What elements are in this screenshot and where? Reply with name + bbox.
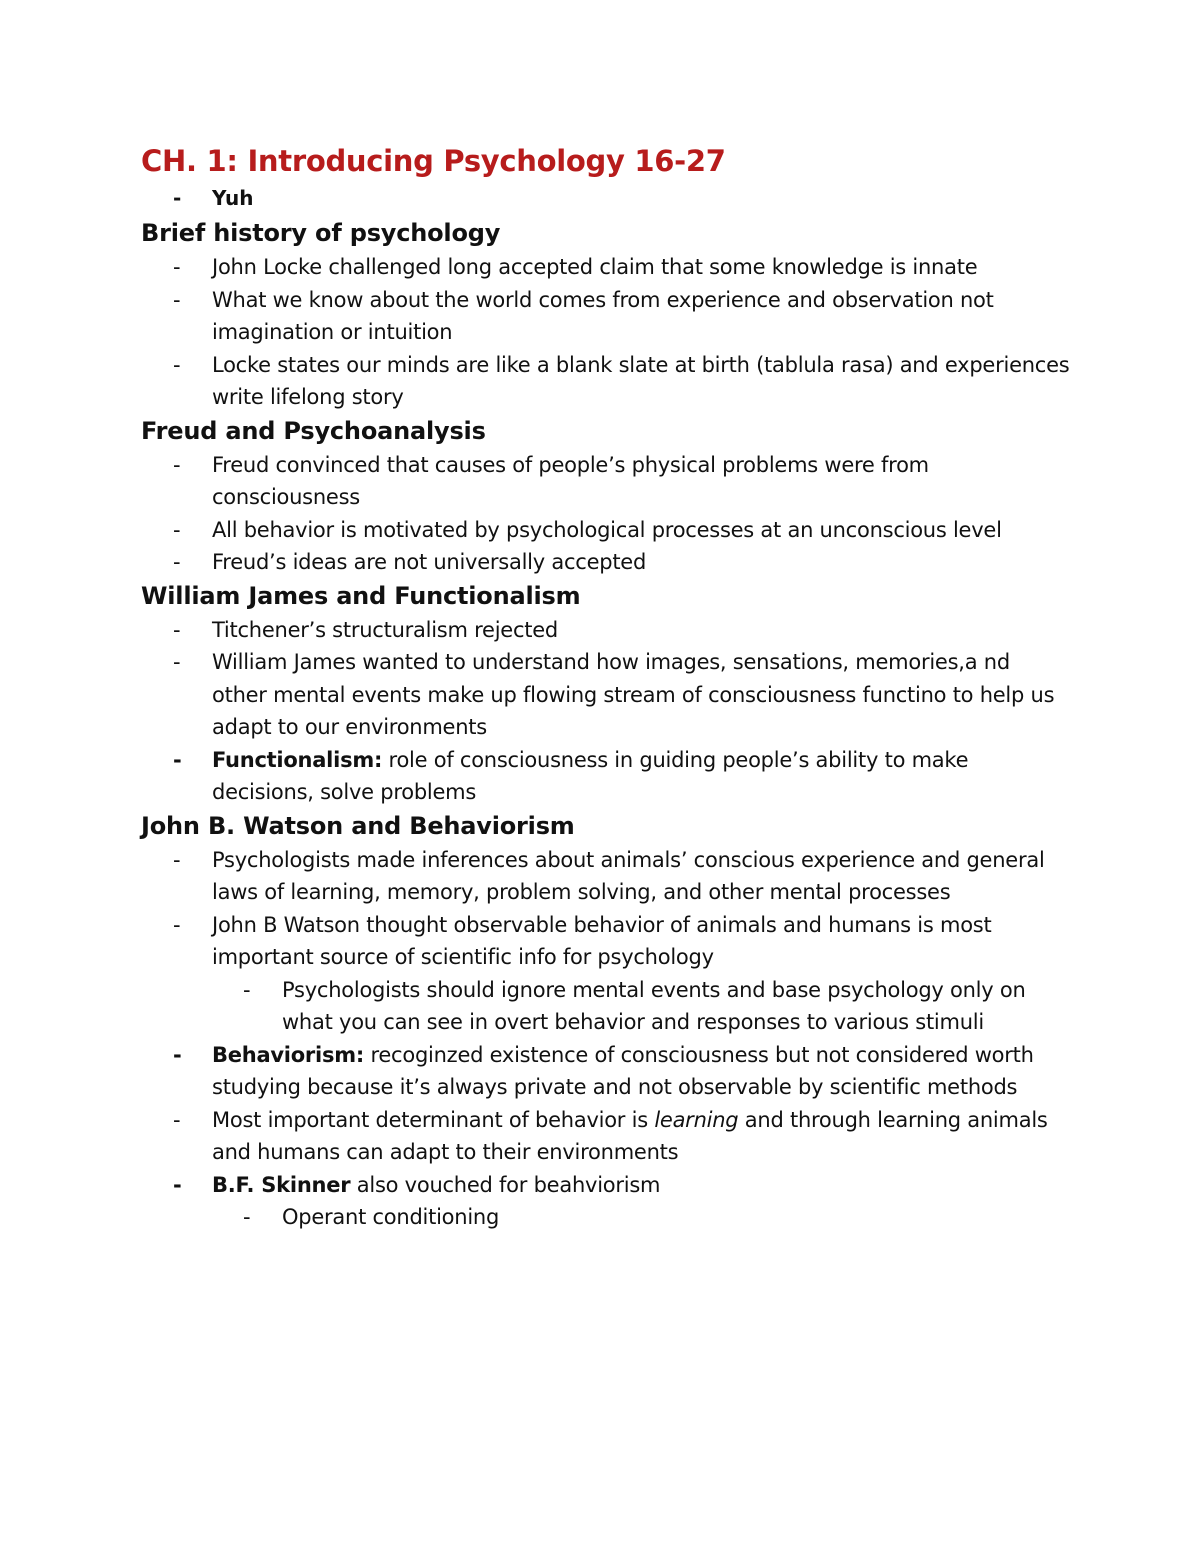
bullet-dash: -	[173, 1042, 182, 1067]
section-freud	[141, 414, 1071, 579]
list-item	[173, 909, 1071, 974]
section-watson	[141, 809, 1071, 1234]
bullet-dash: -	[173, 352, 181, 377]
list-item	[173, 614, 1071, 647]
list-item-text: Freud convinced that causes of people’s physical problems were from consciousness	[212, 452, 929, 509]
section-william-james	[141, 579, 1071, 809]
sub-list-item	[243, 974, 1071, 1039]
list-item	[173, 646, 1071, 744]
list-item-text: and through learning animals and humans can adapt to their environments	[212, 1107, 1048, 1164]
section-heading-brief-history: Brief history of psychology	[141, 219, 501, 247]
definition-text: recoginzed existence of consciousness but not considered worth studying because it’s always private and not observable by scientific methods	[212, 1042, 1034, 1099]
list-item	[173, 449, 1071, 514]
term-behaviorism: Behaviorism:	[212, 1042, 365, 1067]
list-item-text: Psychologists should ignore mental events and base psychology only on what you can see in overt behavior and responses to various stimuli	[282, 977, 1026, 1034]
list-item-text: Operant conditioning	[282, 1205, 500, 1229]
list-item-text: also vouched for beahviorism	[350, 1172, 661, 1197]
section-heading-william-james: William James and Functionalism	[141, 581, 581, 610]
list-item-text: Psychologists made inferences about animals’ conscious experience and general laws of learning, memory, problem solving, and other mental processes	[212, 847, 1045, 904]
term-bf-skinner: B.F. Skinner	[212, 1172, 351, 1197]
list-item	[173, 514, 1071, 547]
list-item	[173, 284, 1071, 349]
bullet-dash: -	[243, 1205, 251, 1229]
list-item	[173, 1104, 1071, 1169]
bullet-dash: -	[173, 550, 181, 574]
skinner-item	[173, 1169, 1071, 1202]
list-item-text: Freud’s ideas are not universally accepted	[212, 550, 647, 574]
yuh-text: Yuh	[212, 186, 254, 210]
yuh-bullet	[173, 181, 1071, 216]
bullet-dash: -	[173, 747, 182, 772]
section-heading-freud: Freud and Psychoanalysis	[141, 416, 486, 445]
watson-list	[141, 844, 1071, 1234]
bullet-dash: -	[243, 977, 251, 1002]
list-item-text: Locke states our minds are like a blank slate at birth (tablula rasa) and experiences write lifelong story	[212, 352, 1070, 409]
list-item-text: John B Watson thought observable behavior of animals and humans is most important source of scientific info for psychology	[212, 912, 992, 969]
emphasis-learning: learning	[654, 1107, 739, 1132]
william-james-list	[141, 614, 1071, 809]
list-item-text: All behavior is motivated by psychological processes at an unconscious level	[212, 517, 1002, 542]
freud-list	[141, 449, 1071, 579]
list-item	[173, 546, 1071, 579]
list-item-text: Titchener’s structuralism rejected	[212, 617, 559, 642]
bullet-dash: -	[173, 517, 181, 542]
page-title: CH. 1: Introducing Psychology 16-27	[141, 144, 726, 178]
bullet-dash: -	[173, 287, 181, 312]
section-brief-history	[141, 216, 1071, 414]
behaviorism-definition	[173, 1039, 1071, 1104]
document-body	[141, 181, 1071, 1234]
list-item	[173, 844, 1071, 909]
bullet-dash: -	[173, 912, 181, 937]
list-item	[173, 349, 1071, 414]
brief-history-list	[141, 251, 1071, 414]
bullet-dash: -	[173, 847, 181, 872]
bullet-dash: -	[173, 1107, 181, 1132]
bullet-dash: -	[173, 650, 181, 674]
list-item-text: John Locke challenged long accepted claim that some knowledge is innate	[212, 255, 978, 279]
bullet-dash: -	[173, 1172, 182, 1197]
list-item-text: What we know about the world comes from experience and observation not imagination or intuition	[212, 287, 994, 344]
bullet-dash: -	[173, 617, 181, 642]
list-item	[173, 251, 1071, 284]
term-functionalism: Functionalism:	[212, 747, 383, 772]
bullet-dash: -	[173, 186, 182, 210]
list-item-text: William James wanted to understand how images, sensations, memories,a nd other mental events make up flowing stream of consciousness functino to help us adapt to our environments	[212, 650, 1055, 739]
sub-list-item	[243, 1201, 1071, 1234]
bullet-dash: -	[173, 255, 181, 279]
list-item-text: Most important determinant of behavior is	[212, 1107, 655, 1132]
section-heading-watson: John B. Watson and Behaviorism	[141, 811, 575, 840]
bullet-dash: -	[173, 452, 181, 477]
functionalism-definition	[173, 744, 1071, 809]
definition-text: role of consciousness in guiding people’s ability to make decisions, solve problems	[212, 747, 969, 804]
